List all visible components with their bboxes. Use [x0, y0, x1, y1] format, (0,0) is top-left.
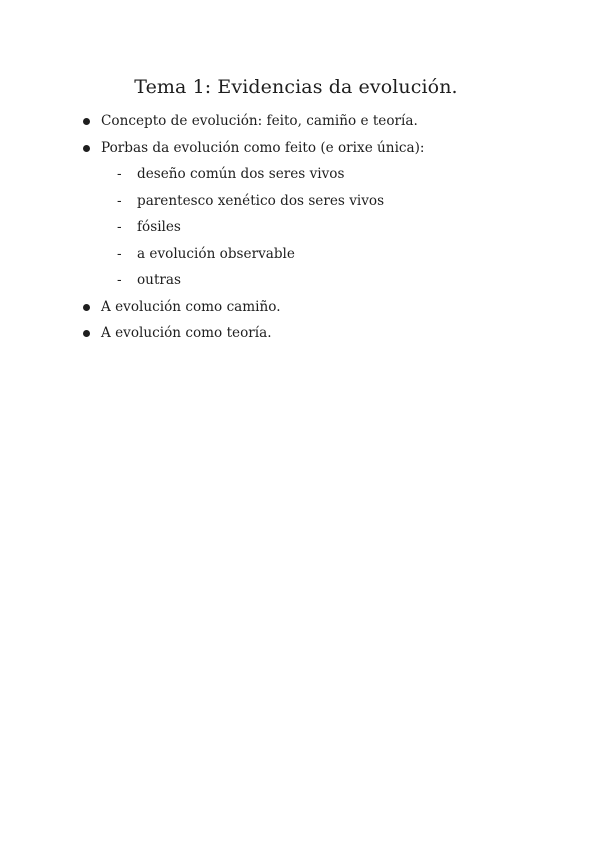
topic-outline — [80, 108, 425, 347]
dash-marker: - — [117, 272, 122, 288]
dash-marker: - — [117, 219, 122, 235]
list-item-text: A evolución como teoría. — [101, 325, 272, 341]
sublist-item — [80, 161, 425, 188]
list-item-concept — [80, 108, 425, 135]
sublist-item-text: deseño común dos seres vivos — [137, 166, 345, 182]
sublist-item-text: outras — [137, 272, 181, 288]
list-item-text: A evolución como camiño. — [101, 298, 281, 315]
bullet-icon — [83, 118, 90, 125]
list-item-text: Concepto de evolución: feito, camiño e teoría. — [101, 113, 418, 129]
dash-marker: - — [117, 245, 122, 262]
sublist-item-text: parentesco xenético dos seres vivos — [137, 192, 385, 209]
dash-marker: - — [117, 166, 122, 182]
sublist-item — [80, 188, 425, 215]
sublist-item — [80, 241, 425, 268]
list-item-text: Porbas da evolución como feito (e orixe única): — [101, 139, 425, 156]
list-item-path — [80, 294, 425, 321]
page-title: Tema 1: Evidencias da evolución. — [134, 76, 458, 98]
sublist-item — [80, 267, 425, 294]
sublist-item — [80, 214, 425, 241]
bullet-icon — [83, 330, 90, 337]
bullet-icon — [83, 304, 90, 311]
list-item-proofs-heading — [80, 135, 425, 162]
list-item-proofs — [80, 135, 425, 294]
proofs-sublist — [80, 161, 425, 294]
list-item-theory — [80, 320, 425, 347]
bullet-icon — [83, 145, 90, 152]
sublist-item-text: a evolución observable — [137, 245, 295, 262]
dash-marker: - — [117, 192, 122, 209]
sublist-item-text: fósiles — [137, 219, 181, 235]
